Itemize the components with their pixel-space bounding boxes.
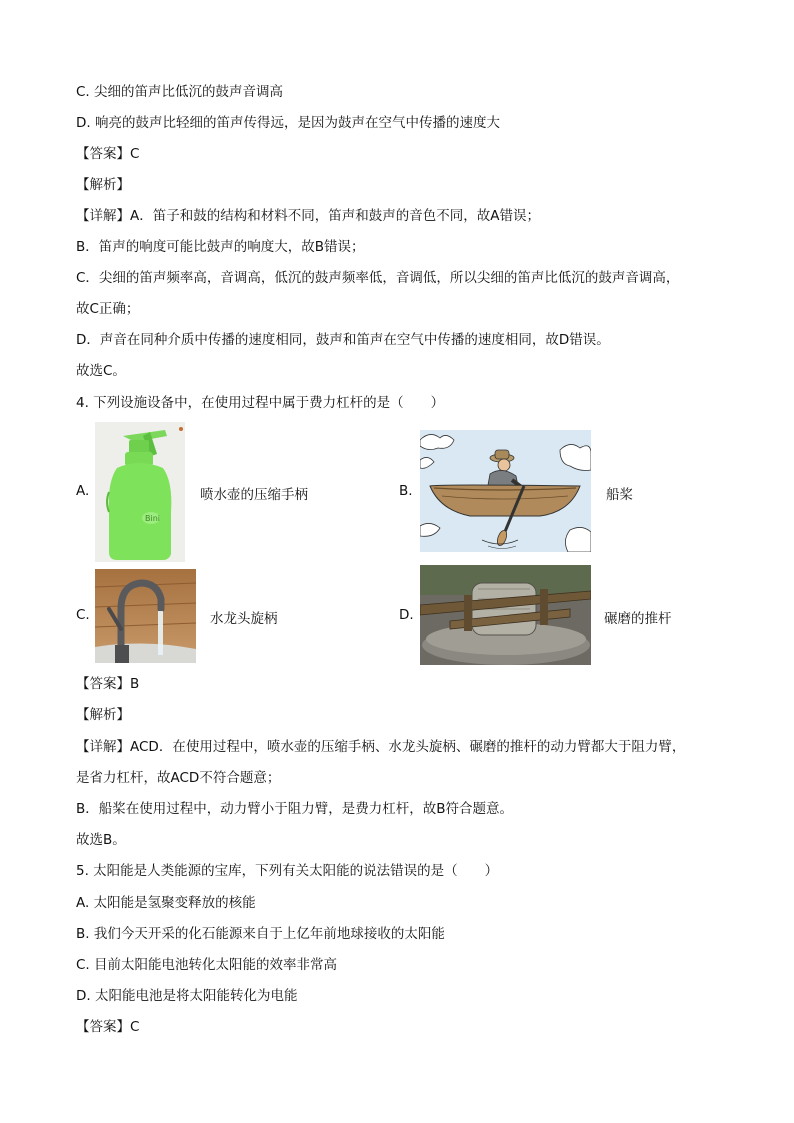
option-d-text: D. 响亮的鼓声比轻细的笛声传得远，是因为鼓声在空气中传播的速度大 xyxy=(76,115,500,131)
question-4-stem: 4. 下列设施设备中，在使用过程中属于费力杠杆的是（ ） xyxy=(76,395,445,411)
q4-conclusion: 故选B。 xyxy=(76,832,126,848)
option-d-text: 碾磨的推杆 xyxy=(604,611,672,627)
detail-line-3: C．尖细的笛声频率高，音调高，低沉的鼓声频率低，音调低，所以尖细的笛声比低沉的鼓声音调高， xyxy=(76,270,680,286)
option-c-text: C. 尖细的笛声比低沉的鼓声音调高 xyxy=(76,84,284,100)
option-a-letter: A. xyxy=(76,483,90,499)
option-b-letter: B. xyxy=(399,483,413,499)
q5-option-c: C. 目前太阳能电池转化太阳能的效率非常高 xyxy=(76,957,338,973)
option-d-letter: D. xyxy=(399,607,414,623)
stone-mill-image xyxy=(420,565,591,665)
question-5-stem: 5. 太阳能是人类能源的宝库，下列有关太阳能的说法错误的是（ ） xyxy=(76,863,499,879)
q5-option-b: B. 我们今天开采的化石能源来自于上亿年前地球接收的太阳能 xyxy=(76,926,445,942)
q4-detail-line-1: 【详解】ACD．在使用过程中，喷水壶的压缩手柄、水龙头旋柄、碾磨的推杆的动力臂都大于阻力臂， xyxy=(76,739,686,755)
option-c-text: 水龙头旋柄 xyxy=(210,611,278,627)
q4-detail-line-2: 是省力杠杆，故ACD不符合题意； xyxy=(76,770,281,786)
q5-answer: 【答案】C xyxy=(76,1019,140,1035)
detail-line-2: B．笛声的响度可能比鼓声的响度大，故B错误； xyxy=(76,239,365,255)
q4-answer: 【答案】B xyxy=(76,676,140,692)
bottle-brand-label: Bini xyxy=(145,514,161,523)
analysis-label: 【解析】 xyxy=(76,177,130,193)
detail-line-1: 【详解】A．笛子和鼓的结构和材料不同，笛声和鼓声的音色不同，故A错误； xyxy=(76,208,540,224)
q4-analysis-label: 【解析】 xyxy=(76,707,130,723)
option-a-text: 喷水壶的压缩手柄 xyxy=(200,487,308,503)
q5-option-d: D. 太阳能电池是将太阳能转化为电能 xyxy=(76,988,298,1004)
detail-line-4: 故C正确； xyxy=(76,301,140,317)
q5-option-a: A. 太阳能是氢聚变释放的核能 xyxy=(76,895,256,911)
conclusion-line: 故选C。 xyxy=(76,363,126,379)
q4-detail-line-3: B．船桨在使用过程中，动力臂小于阻力臂，是费力杠杆，故B符合题意。 xyxy=(76,801,514,817)
rowing-boat-image xyxy=(420,430,591,552)
faucet-image xyxy=(95,569,196,663)
option-b-text: 船桨 xyxy=(606,487,633,503)
answer-label: 【答案】C xyxy=(76,146,140,162)
detail-line-5: D．声音在同种介质中传播的速度相同，鼓声和笛声在空气中传播的速度相同，故D错误。 xyxy=(76,332,610,348)
option-c-letter: C. xyxy=(76,607,90,623)
spray-bottle-image xyxy=(95,422,185,562)
